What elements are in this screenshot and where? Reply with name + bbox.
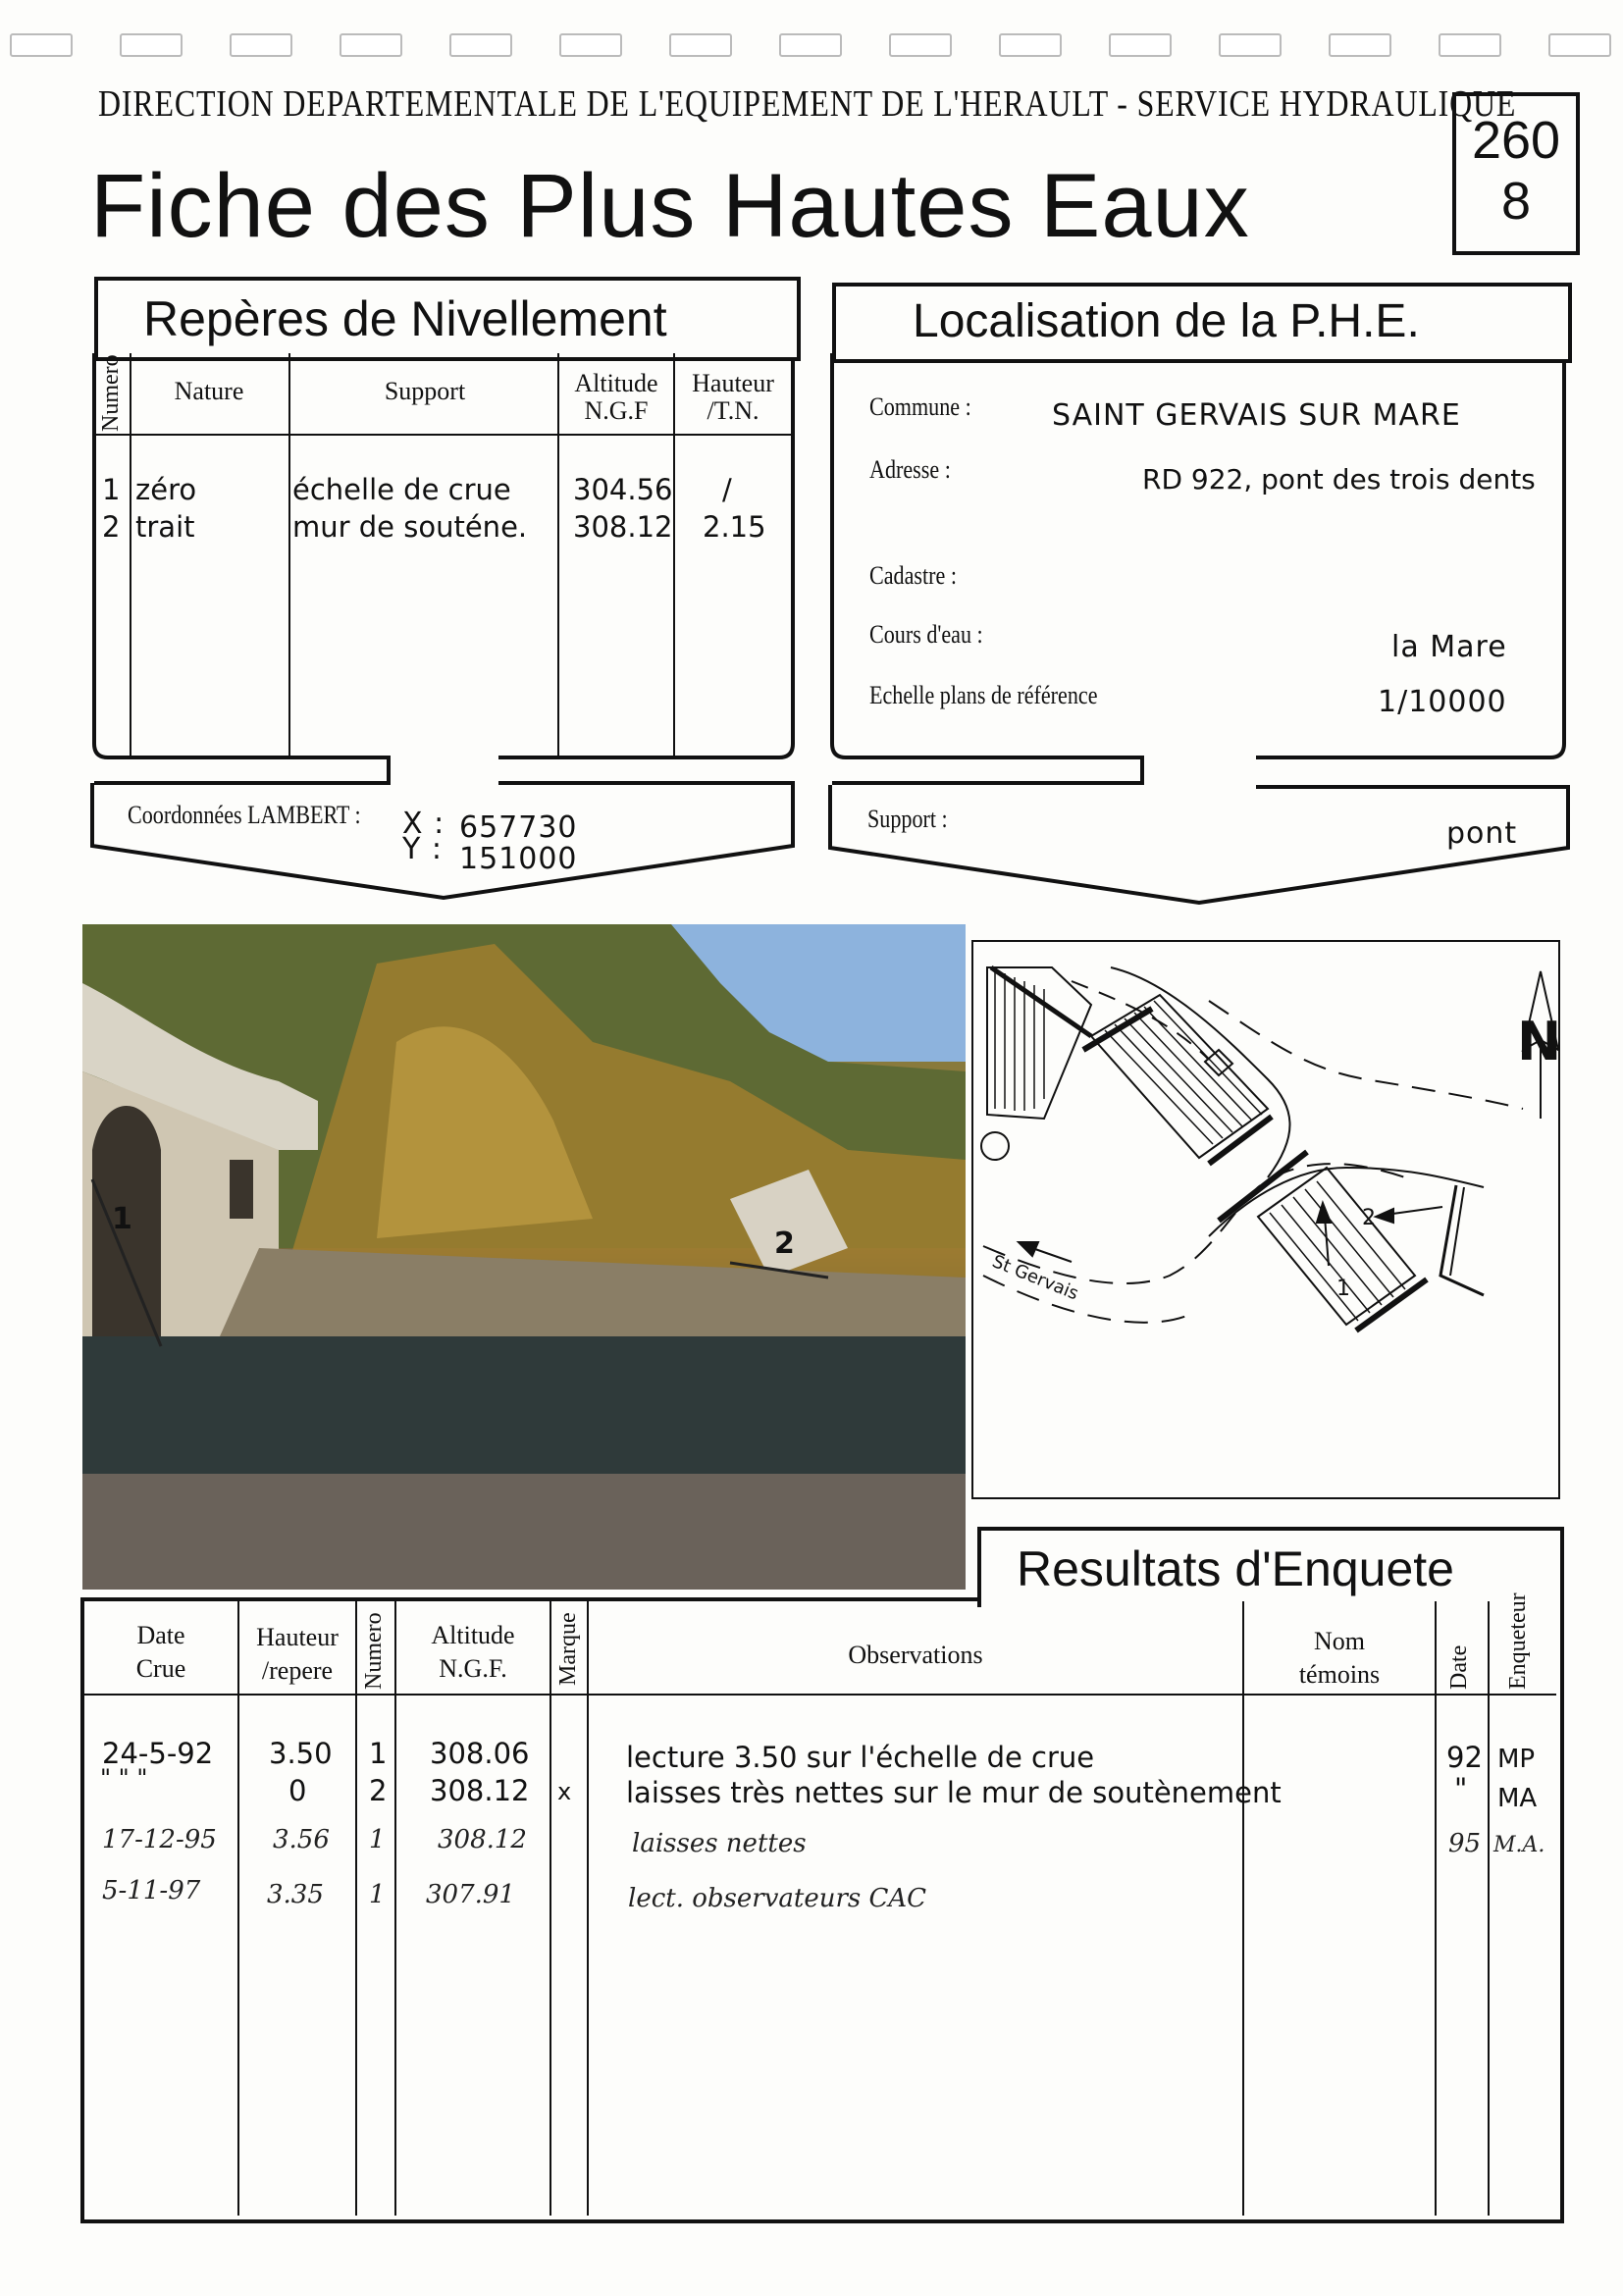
resultats-col-observations: Observations [848,1641,983,1669]
sheet-number-bottom: 8 [1500,172,1532,231]
resultats-col-altitude-line2: N.G.F. [439,1654,507,1683]
support-label: Support : [867,805,948,833]
lambert-x-label: X : [402,807,445,841]
resultats-row-date: 95 [1448,1829,1482,1858]
resultats-row-marque: x [557,1778,572,1805]
resultats-col-date-crue-line1: Date [136,1621,185,1649]
photo-marker-2: 2 [774,1226,795,1261]
reperes-col-hauteur [675,367,791,428]
support-value: pont [1446,816,1518,851]
resultats-col-nom-temoins [1244,1625,1435,1692]
lambert-x-value: 657730 [459,810,578,845]
resultats-row-altitude: 308.06 [430,1737,530,1770]
resultats-row-hauteur: 3.56 [273,1825,330,1854]
adresse-label: Adresse : [869,455,951,484]
resultats-row-hauteur: 0 [288,1774,307,1807]
resultats-col-enqueteur: Enqueteur [1505,1592,1531,1690]
resultats-title-box [977,1527,1564,1607]
resultats-row-numero: 1 [369,1880,386,1909]
resultats-row-observations: laisses très nettes sur le mur de soutènement [626,1776,1282,1809]
echelle-label: Echelle plans de référence [869,681,1098,709]
panel-frames [0,0,1623,922]
lambert-y-value: 151000 [459,842,578,876]
adresse-value: RD 922, pont des trois dents [1142,463,1536,496]
localisation-title-box [832,283,1572,363]
localisation-title: Localisation de la P.H.E. [913,295,1420,347]
resultats-row-numero: 2 [369,1774,388,1807]
plan-north: N [1517,1011,1558,1072]
cadastre-label: Cadastre : [869,561,957,590]
cours-eau-value: la Mare [1391,630,1507,664]
plan-road-label: St Gervais [989,1251,1081,1305]
resultats-row-altitude: 307.91 [426,1880,515,1909]
resultats-col-hauteur-line1: Hauteur [256,1623,339,1651]
site-photo [82,924,966,1590]
reperes-row-numero: 2 [102,510,121,544]
reperes-col-support: Support [384,377,466,405]
reperes-row-support: échelle de crue [292,473,511,506]
reperes-row-nature: zéro [135,473,197,506]
reperes-title-box [94,277,801,361]
resultats-row-date-crue: 24-5-92 [102,1737,214,1770]
resultats-col-hauteur [239,1621,355,1688]
resultats-row-date: 92 [1446,1741,1483,1774]
resultats-col-hauteur-line2: /repere [261,1656,334,1685]
reperes-col-hauteur-line2: /T.N. [707,396,759,425]
location-plan [971,940,1560,1499]
resultats-col-marque: Marque [555,1612,581,1686]
resultats-col-numero: Numero [361,1612,387,1690]
resultats-row-date: " [1454,1772,1468,1805]
reperes-row-hauteur: / [722,473,732,506]
photo-marker-1: 1 [112,1202,132,1236]
reperes-col-hauteur-line1: Hauteur [692,369,774,397]
resultats-col-nom-line1: Nom [1314,1627,1365,1655]
reperes-row-hauteur: 2.15 [703,510,766,544]
resultats-row-enqueteur: M.A. [1493,1833,1545,1857]
commune-value: SAINT GERVAIS SUR MARE [1052,398,1461,433]
resultats-row-hauteur: 3.35 [267,1880,324,1909]
lambert-y-label: Y : [402,832,443,866]
resultats-row-numero: 1 [369,1737,388,1770]
resultats-col-date: Date [1446,1644,1472,1690]
resultats-col-date-crue-line2: Crue [135,1654,186,1683]
reperes-col-altitude [559,367,673,428]
resultats-col-altitude [396,1619,550,1686]
echelle-value: 1/10000 [1378,685,1507,719]
resultats-title: Resultats d'Enquete [1017,1541,1454,1596]
reperes-col-altitude-line2: N.G.F [584,396,649,425]
sheet-number-top: 260 [1471,111,1561,170]
cours-eau-label: Cours d'eau : [869,620,983,649]
resultats-row-enqueteur: MA [1497,1784,1538,1813]
reperes-col-altitude-line1: Altitude [574,369,658,397]
reperes-row-altitude: 304.56 [573,473,673,506]
reperes-col-numero: Numero [98,354,124,432]
resultats-row-observations: laisses nettes [632,1829,807,1858]
commune-label: Commune : [869,392,971,421]
resultats-row-altitude: 308.12 [430,1774,530,1807]
reperes-row-support: mur de souténe. [292,510,528,544]
reperes-row-numero: 1 [102,473,121,506]
reperes-row-nature: trait [135,510,195,544]
lambert-label: Coordonnées LAMBERT : [128,801,361,829]
resultats-row-enqueteur: MP [1497,1745,1536,1774]
resultats-col-nom-line2: témoins [1298,1660,1381,1689]
resultats-row-observations: lecture 3.50 sur l'échelle de crue [626,1741,1095,1774]
page-title: Fiche des Plus Hautes Eaux [90,156,1250,256]
plan-marker-2: 2 [1362,1206,1376,1230]
resultats-row-date-crue: 5-11-97 [102,1876,201,1905]
resultats-row-date-crue: " " " [100,1764,148,1792]
reperes-title: Repères de Nivellement [143,291,667,346]
resultats-row-date-crue: 17-12-95 [102,1825,217,1854]
resultats-row-hauteur: 3.50 [269,1737,333,1770]
agency-heading: DIRECTION DEPARTEMENTALE DE L'EQUIPEMENT DE L'HERAULT - SERVICE HYDRAULIQUE [98,83,1517,125]
reperes-row-altitude: 308.12 [573,510,673,544]
resultats-col-date-crue [84,1619,237,1686]
resultats-row-observations: lect. observateurs CAC [628,1884,927,1913]
reperes-col-nature: Nature [174,377,244,405]
resultats-col-altitude-line1: Altitude [431,1621,515,1649]
resultats-row-numero: 1 [369,1825,386,1854]
plan-marker-1: 1 [1336,1277,1350,1301]
resultats-row-altitude: 308.12 [438,1825,527,1854]
